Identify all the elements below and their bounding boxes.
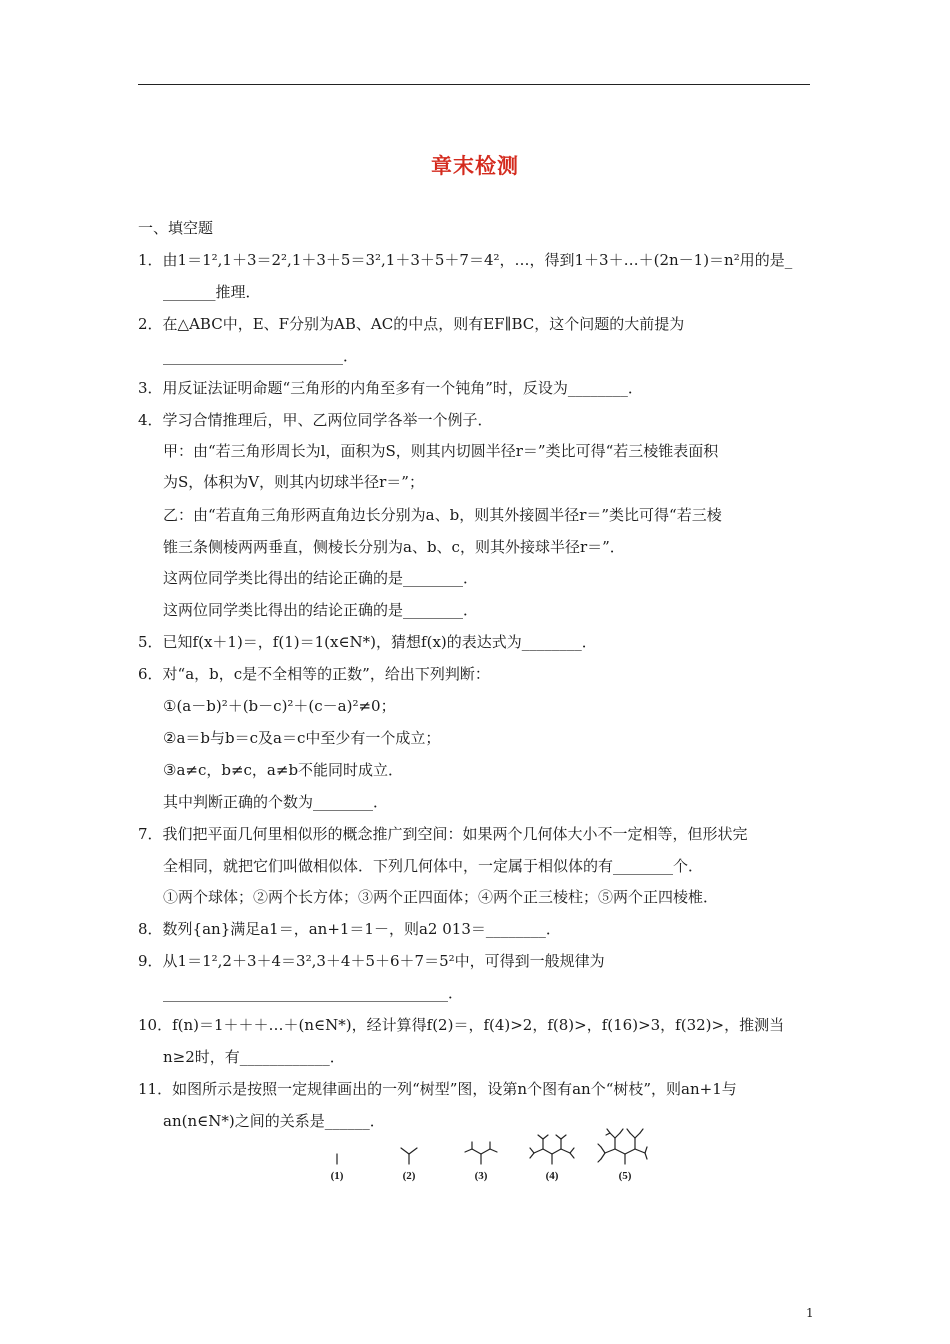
q8-line: 8．数列{an}满足a1＝，an+1＝1－，则a2 013＝________． — [138, 920, 561, 938]
q2-line1: 2．在△ABC中，E、F分别为AB、AC的中点，则有EF∥BC，这个问题的大前提为 — [138, 315, 685, 333]
q4-line6: 这两位同学类比得出的结论正确的是________． — [163, 569, 479, 587]
header-rule — [138, 84, 810, 85]
tree-5 — [598, 1129, 647, 1164]
section-heading: 一、填空题 — [138, 219, 214, 237]
q4-line2: 甲：由“若三角形周长为l，面积为S，则其内切圆半径r＝”类比可得“若三棱锥表面积 — [163, 442, 719, 460]
q1-line2: _______推理． — [163, 283, 261, 301]
q4-line5: 锥三条侧棱两两垂直，侧棱长分别为a、b、c，则其外接球半径r＝”． — [163, 538, 625, 556]
q4-line4: 乙：由“若直角三角形两直角边长分别为a、b，则其外接圆半径r＝”类比可得“若三棱 — [163, 506, 722, 524]
figure-label-1: (1) — [330, 1170, 344, 1182]
q6-line1: 6．对“a，b，c是不全相等的正数”，给出下列判断： — [138, 665, 490, 683]
tree-3 — [465, 1142, 497, 1164]
q4-line7: 这两位同学类比得出的结论正确的是________． — [163, 601, 479, 619]
tree-2 — [401, 1148, 417, 1164]
figure-label-2: (2) — [402, 1170, 416, 1182]
tree-4 — [530, 1135, 574, 1164]
q3-line: 3．用反证法证明命题“三角形的内角至多有一个钝角”时，反设为________． — [138, 379, 643, 397]
figure-label-5: (5) — [618, 1170, 632, 1182]
q4-line3: 为S，体积为V，则其内切球半径r＝”； — [163, 473, 424, 491]
q7-line1: 7．我们把平面几何里相似形的概念推广到空间：如果两个几何体大小不一定相等，但形状完 — [138, 825, 748, 843]
figure-label-3: (3) — [474, 1170, 488, 1182]
q4-line1: 4．学习合情推理后，甲、乙两位同学各举一个例子． — [138, 411, 493, 429]
q9-line1: 9．从1＝1²,2＋3＋4＝3²,3＋4＋5＋6＋7＝5²中，可得到一般规律为 — [138, 952, 605, 970]
q1-line1: 1．由1＝1²,1＋3＝2²,1＋3＋5＝3²,1＋3＋5＋7＝4²，…，得到1＋3＋…＋(2n－1)＝n²用的是_ — [138, 251, 793, 269]
q11-line1: 11．如图所示是按照一定规律画出的一列“树型”图，设第n个图有an个“树枝”，则an+1与 — [138, 1080, 737, 1098]
q7-line3: ①两个球体；②两个长方体；③两个正四面体；④两个正三棱柱；⑤两个正四棱椎． — [163, 888, 719, 906]
q11-line2: an(n∈N*)之间的关系是______． — [163, 1112, 385, 1130]
q10-line1: 10．f(n)＝1＋＋＋…＋(n∈N*)，经计算得f(2)＝，f(4)>2，f(8)>，f(16)>3，f(32)>，推测当 — [138, 1016, 785, 1034]
tree-diagram — [318, 1122, 648, 1172]
page-title: 章末检测 — [431, 154, 519, 178]
q6-item3: ③a≠c，b≠c，a≠b不能同时成立． — [163, 761, 404, 779]
q6-item1: ①(a－b)²＋(b－c)²＋(c－a)²≠0； — [163, 697, 396, 715]
tree-figure — [318, 1122, 648, 1188]
page-number: 1 — [806, 1306, 814, 1320]
q7-line2: 全相同，就把它们叫做相似体．下列几何体中，一定属于相似体的有________个． — [163, 857, 704, 875]
q2-line2: ________________________． — [163, 347, 359, 365]
q6-line5: 其中判断正确的个数为________． — [163, 793, 389, 811]
q5-line: 5．已知f(x＋1)＝，f(1)＝1(x∈N*)，猜想f(x)的表达式为________． — [138, 633, 597, 651]
q10-line2: n≥2时，有____________． — [163, 1048, 345, 1066]
q6-item2: ②a＝b与b＝c及a＝c中至少有一个成立； — [163, 729, 441, 747]
figure-label-4: (4) — [545, 1170, 559, 1182]
q9-line2: ______________________________________． — [163, 984, 464, 1002]
